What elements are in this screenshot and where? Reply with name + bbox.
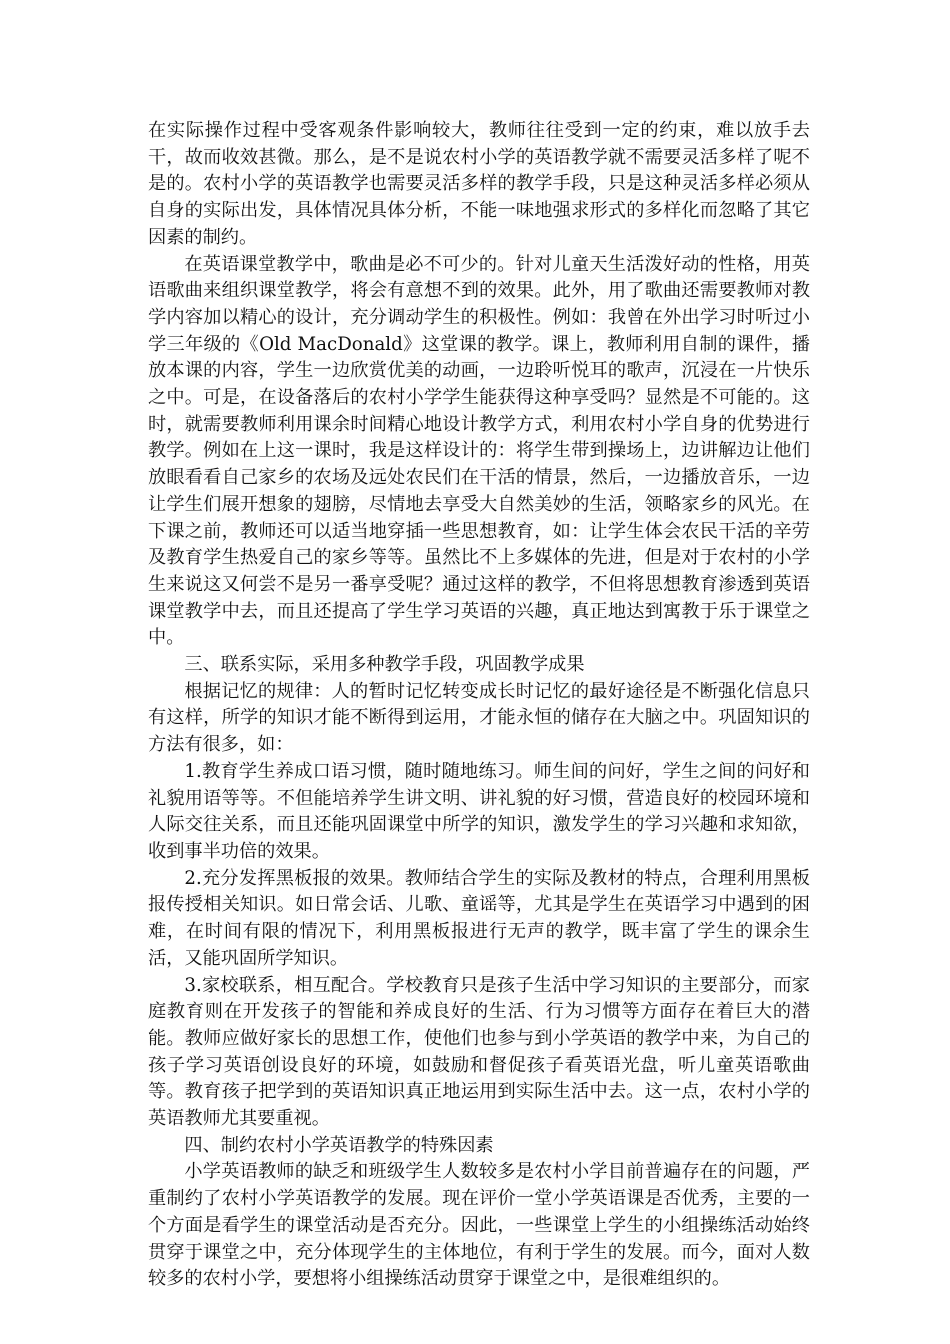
paragraph-constraints: 小学英语教师的缺乏和班级学生人数较多是农村小学目前普遍存在的问题，严重制约了农村小学英语教学的发展。现在评价一堂小学英语课是否优秀，主要的一个方面是看学生的课堂活动是否充分。因此，一些课堂上学生的小组操练活动始终贯穿于课堂之中，充分体现学生的主体地位，有利于学生的发展。而今，面对人数较多的农村小学，要想将小组操练活动贯穿于课堂之中，是很难组织的。 — [148, 1161, 810, 1290]
document-body — [148, 118, 810, 1293]
section-heading-4: 四、制约农村小学英语教学的特殊因素 — [184, 1134, 494, 1156]
paragraph-songs: 在英语课堂教学中，歌曲是必不可少的。针对儿童天生活泼好动的性格，用英语歌曲来组织课堂教学，将会有意想不到的效果。此外，用了歌曲还需要教师对教学内容加以精心的设计，充分调动学生的积极性。例如：我曾在外出学习时听过小学三年级的《Old MacDonald》这堂课的教学。课上，教师利用自制的课件，播放本课的内容，学生一边欣赏优美的动画，一边聆听悦耳的歌声，沉浸在一片快乐之中。可是，在设备落后的农村小学学生能获得这种享受吗？显然是不可能的。这时，就需要教师利用课余时间精心地设计教学方式，利用农村小学自身的优势进行教学。例如在上这一课时，我是这样设计的：将学生带到操场上，边讲解边让他们放眼看看自己家乡的农场及远处农民们在干活的情景，然后，一边播放音乐，一边让学生们展开想象的翅膀，尽情地去享受大自然美妙的生活，领略家乡的风光。在下课之前，教师还可以适当地穿插一些思想教育，如：让学生体会农民干活的辛劳及教育学生热爱自己的家乡等等。虽然比不上多媒体的先进，但是对于农村的小学生来说这又何尝不是另一番享受呢？通过这样的教学，不但将思想教育渗透到英语课堂教学中去，而且还提高了学生学习英语的兴趣，真正地达到寓教于乐于课堂之中。 — [148, 253, 810, 649]
section-heading-3: 三、联系实际，采用多种教学手段，巩固教学成果 — [184, 654, 585, 676]
list-item-1: 1.教育学生养成口语习惯，随时随地练习。师生间的问好，学生之间的问好和礼貌用语等等。不但能培养学生讲文明、讲礼貌的好习惯，营造良好的校园环境和人际交往关系，而且还能巩固课堂中所学的知识，激发学生的学习兴趣和求知欲，收到事半功倍的效果。 — [148, 760, 810, 862]
paragraph-intro: 在实际操作过程中受客观条件影响较大，教师往往受到一定的约束，难以放手去干，故而收效甚微。那么，是不是说农村小学的英语教学就不需要灵活多样了呢不是的。农村小学的英语教学也需要灵活多样的教学手段，只是这种灵活多样必须从自身的实际出发，具体情况具体分析，不能一味地强求形式的多样化而忽略了其它因素的制约。 — [148, 120, 810, 248]
list-item-2: 2.充分发挥黑板报的效果。教师结合学生的实际及教材的特点，合理利用黑板报传授相关知识。如日常会话、儿歌、童谣等，尤其是学生在英语学习中遇到的困难，在时间有限的情况下，利用黑板报进行无声的教学，既丰富了学生的课余生活，又能巩固所学知识。 — [148, 867, 810, 969]
list-item-3: 3.家校联系，相互配合。学校教育只是孩子生活中学习知识的主要部分，而家庭教育则在开发孩子的智能和养成良好的生活、行为习惯等方面存在着巨大的潜能。教师应做好家长的思想工作，使他们也参与到小学英语的教学中来，为自己的孩子学习英语创设良好的环境，如鼓励和督促孩子看英语光盘，听儿童英语歌曲等。教育孩子把学到的英语知识真正地运用到实际生活中去。这一点，农村小学的英语教师尤其要重视。 — [148, 974, 810, 1130]
paragraph-memory: 根据记忆的规律：人的暂时记忆转变成长时记忆的最好途径是不断强化信息只有这样，所学的知识才能不断得到运用，才能永恒的储存在大脑之中。巩固知识的方法有很多，如： — [148, 680, 810, 756]
